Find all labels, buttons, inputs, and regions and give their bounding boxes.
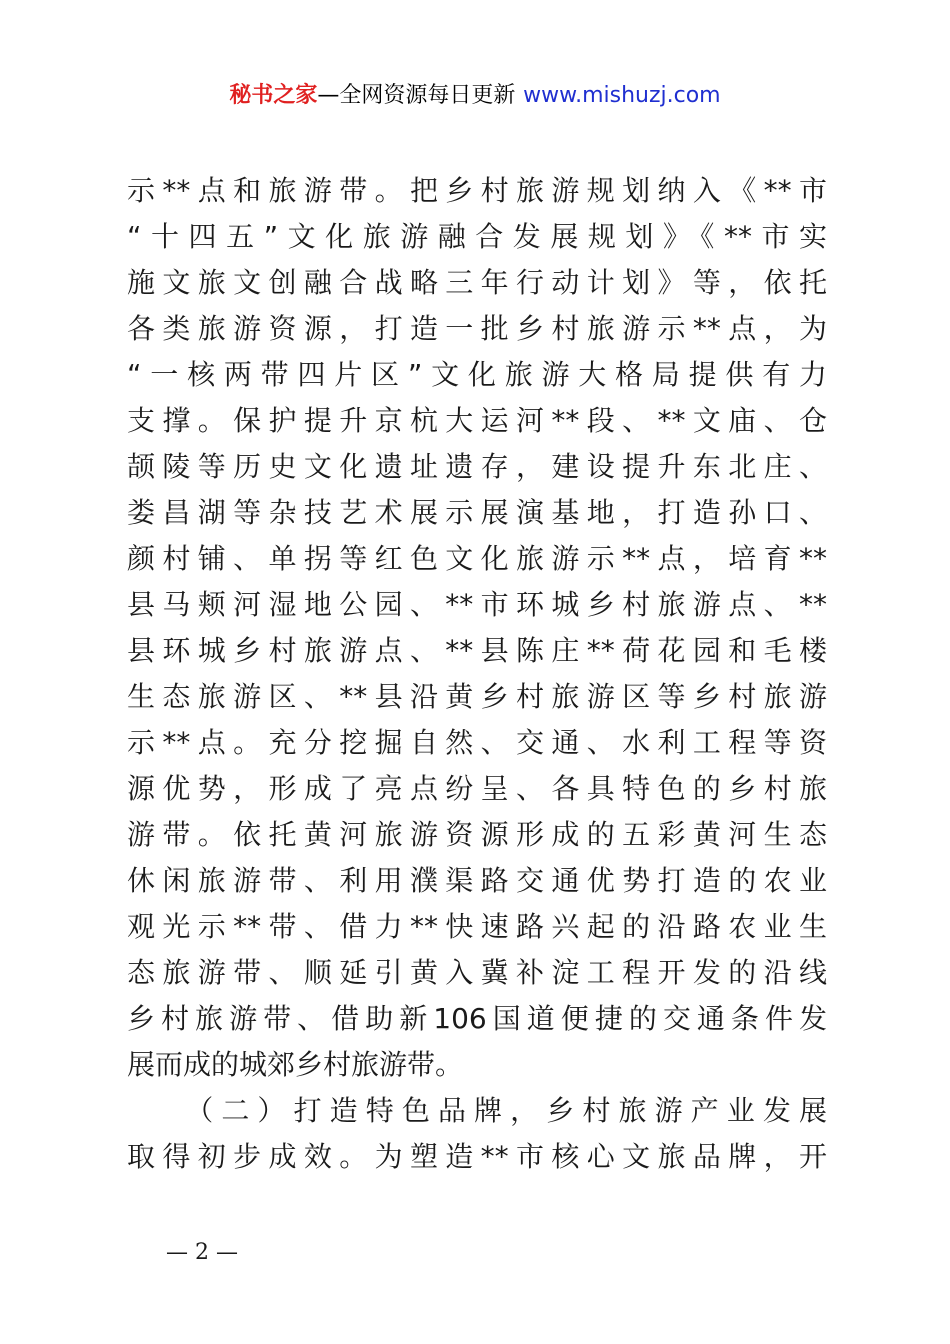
body-line: 施文旅文创融合战略三年行动计划》等，依托 (127, 266, 827, 299)
body-line: 示**点。充分挖掘自然、交通、水利工程等资 (127, 726, 827, 759)
body-line: 示**点和旅游带。把乡村旅游规划纳入《**市 (127, 174, 827, 207)
body-line: 颉陵等历史文化遗址遗存，建设提升东北庄、 (127, 450, 827, 483)
body-line: 支撑。保护提升京杭大运河**段、**文庙、仓 (127, 404, 827, 437)
body-line: 县环城乡村旅游点、**县陈庄**荷花园和毛楼 (127, 634, 827, 667)
body-line: 源优势，形成了亮点纷呈、各具特色的乡村旅 (127, 772, 827, 805)
body-line: （二）打造特色品牌，乡村旅游产业发展 (127, 1094, 827, 1127)
body-line: 态旅游带、顺延引黄入冀补淀工程开发的沿线 (127, 956, 827, 989)
body-line: 颜村铺、单拐等红色文化旅游示**点，培育** (127, 542, 827, 575)
body-line: 乡村旅游带、借助新106国道便捷的交通条件发 (127, 1002, 827, 1035)
body-line: “十四五”文化旅游融合发展规划》《**市实 (127, 220, 827, 253)
header-brand: 秘书之家 (229, 83, 318, 108)
page-number: — 2 — (166, 1240, 238, 1265)
body-line: 展而成的城郊乡村旅游带。 (127, 1048, 464, 1081)
body-line: 娄昌湖等杂技艺术展示展演基地，打造孙口、 (127, 496, 827, 529)
header-tagline: —全网资源每日更新 (317, 83, 516, 108)
body-line: 观光示**带、借力**快速路兴起的沿路农业生 (127, 910, 827, 943)
page-header (0, 80, 950, 112)
body-line: 县马颊河湿地公园、**市环城乡村旅游点、** (127, 588, 827, 621)
header-url-link[interactable]: www.mishuzj.com (523, 83, 721, 108)
body-line: 休闲旅游带、利用濮渠路交通优势打造的农业 (127, 864, 827, 897)
body-line: 生态旅游区、**县沿黄乡村旅游区等乡村旅游 (127, 680, 827, 713)
body-line: 游带。依托黄河旅游资源形成的五彩黄河生态 (127, 818, 827, 851)
document-body (127, 168, 827, 1180)
body-line: “一核两带四片区”文化旅游大格局提供有力 (127, 358, 827, 391)
body-line: 取得初步成效。为塑造**市核心文旅品牌，开 (127, 1140, 827, 1173)
body-line: 各类旅游资源，打造一批乡村旅游示**点，为 (127, 312, 827, 345)
